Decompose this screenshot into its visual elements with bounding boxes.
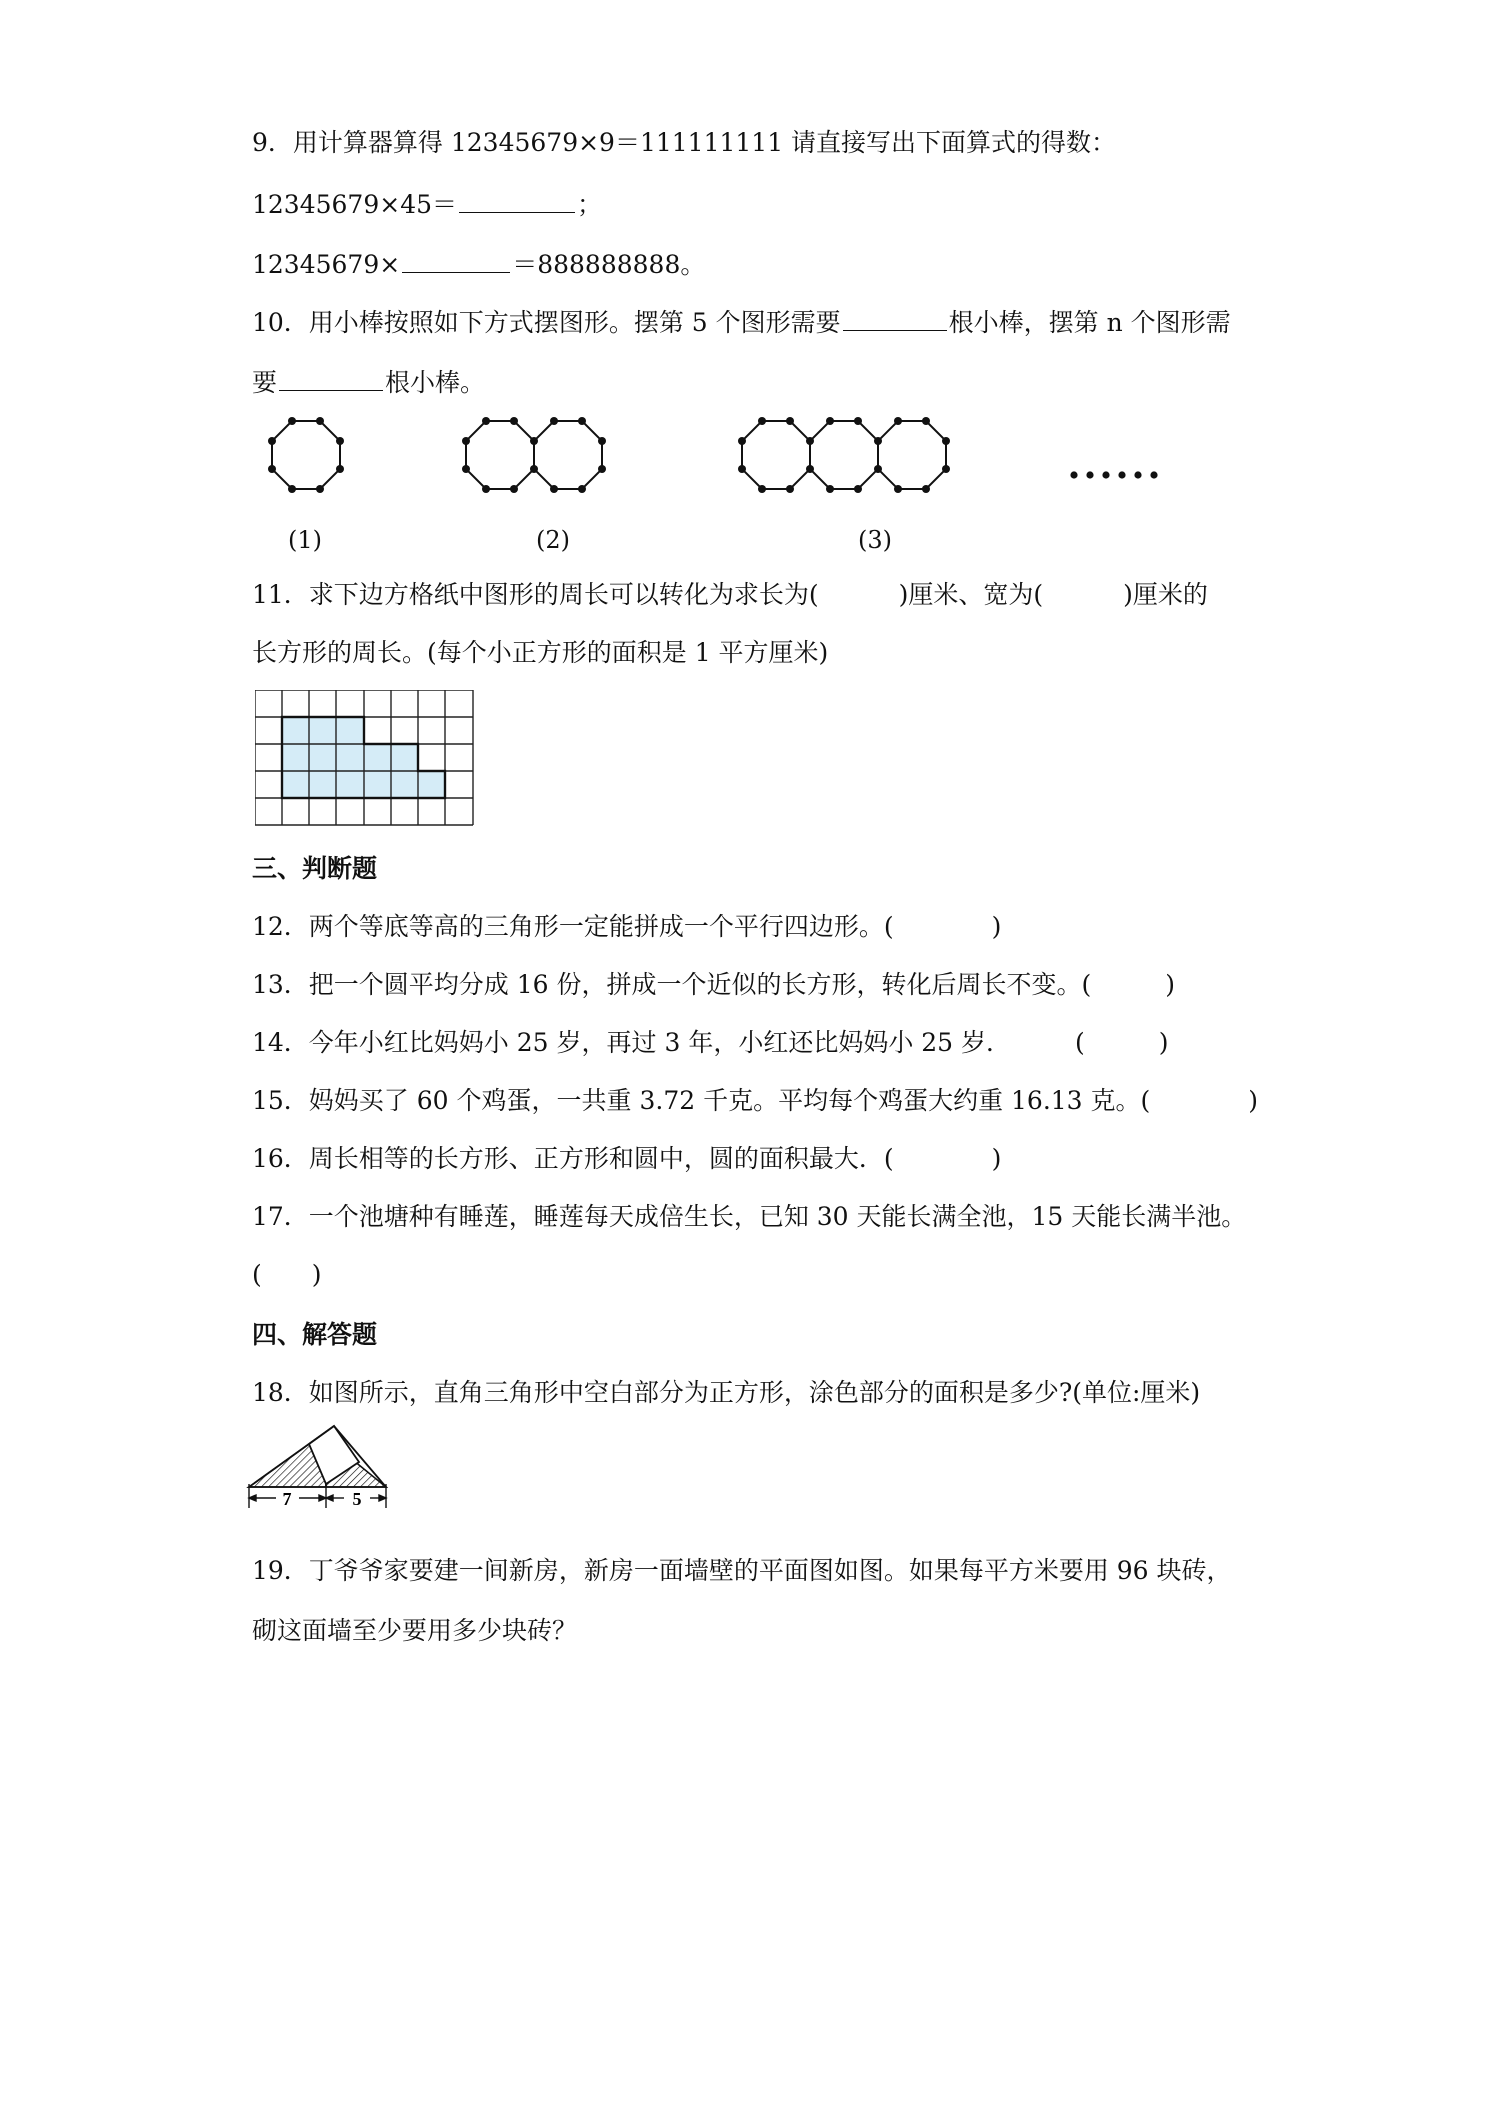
section-heading-answers: 四、解答题 — [252, 1320, 378, 1349]
q14-line: 14．今年小红比妈妈小 25 岁，再过 3 年，小红还比妈妈小 25 岁． ( ) — [252, 1028, 1169, 1057]
grid-figure — [255, 690, 479, 830]
q19-line2: 砌这面墙至少要用多少块砖？ — [252, 1616, 578, 1645]
figure-caption-2: (2) — [536, 526, 570, 554]
q9-answer-blank-2[interactable] — [402, 246, 510, 273]
section-heading-judgement: 三、判断题 — [252, 854, 378, 883]
q12-line: 12．两个等底等高的三角形一定能拼成一个平行四边形。( ) — [252, 912, 1002, 941]
q15-line: 15．妈妈买了 60 个鸡蛋，一共重 3.72 千克。平均每个鸡蛋大约重 16.13 克。( ) — [252, 1086, 1259, 1115]
triangle-square-figure — [246, 1424, 396, 1510]
q9-line1: 9．用计算器算得 12345679×9＝111111111 请直接写出下面算式的得数： — [252, 128, 1117, 157]
q10-line2: 要 根小棒。 — [252, 364, 485, 400]
q11-line1: 11．求下边方格纸中图形的周长可以转化为求长为( )厘米、宽为( )厘米的 — [252, 580, 1208, 609]
q19-line1: 19．丁爷爷家要建一间新房，新房一面墙壁的平面图如图。如果每平方米要用 96 块砖， — [252, 1556, 1232, 1585]
q17-line1: 17．一个池塘种有睡莲，睡莲每天成倍生长，已知 30 天能长满全池，15 天能长满半池。 — [252, 1202, 1247, 1231]
q9-line3: 12345679× ＝888888888。 — [252, 246, 705, 282]
figure-caption-3: (3) — [858, 526, 892, 554]
q13-line: 13．把一个圆平均分成 16 份，拼成一个近似的长方形，转化后周长不变。( ) — [252, 970, 1176, 999]
q11-line2: 长方形的周长。(每个小正方形的面积是 1 平方厘米) — [252, 638, 829, 667]
q10-answer-blank-2[interactable] — [279, 364, 383, 391]
q9-answer-blank-1[interactable] — [459, 186, 575, 213]
dimension-label-left: 7 — [282, 1489, 292, 1509]
figure-caption-1: (1) — [288, 526, 322, 554]
q9-line2: 12345679×45＝ ； — [252, 186, 602, 222]
q10-answer-blank-1[interactable] — [843, 304, 947, 331]
q17-line2: ( ) — [252, 1260, 322, 1289]
q16-line: 16．周长相等的长方形、正方形和圆中，圆的面积最大．( ) — [252, 1144, 1002, 1173]
dimension-label-right: 5 — [352, 1489, 362, 1509]
q10-line1: 10．用小棒按照如下方式摆图形。摆第 5 个图形需要 根小棒，摆第 n 个图形需 — [252, 304, 1231, 340]
q18-line: 18．如图所示，直角三角形中空白部分为正方形，涂色部分的面积是多少?(单位:厘米) — [252, 1378, 1201, 1407]
octagon-sequence-figure — [250, 408, 1200, 528]
